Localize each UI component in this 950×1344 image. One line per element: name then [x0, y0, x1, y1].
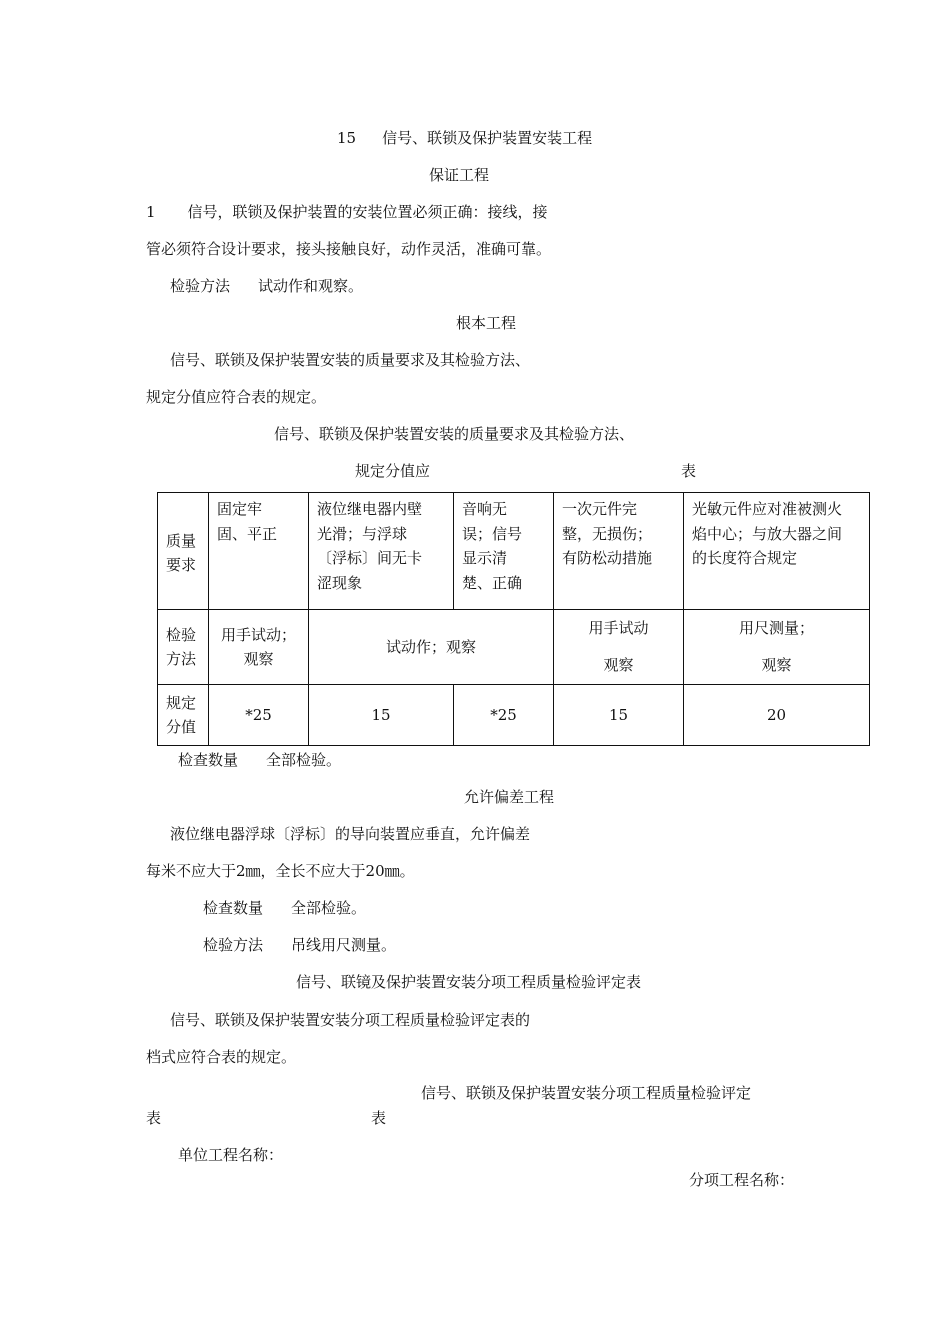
table-row-scores	[158, 685, 870, 746]
check-quantity-1	[178, 750, 341, 770]
tolerance-para-line2: 每米不应大于2㎜，全长不应大于20㎜。	[146, 862, 415, 880]
score-cell: *25	[454, 685, 554, 746]
guarantee-item-line1	[146, 202, 548, 222]
sub-project-label: 分项工程名称：	[689, 1171, 795, 1189]
score-cell: 20	[684, 685, 870, 746]
guarantee-item-text: 信号，联锁及保护装置的安装位置必须正确：接线，接	[187, 203, 548, 221]
guarantee-method	[170, 276, 363, 296]
tolerance-check-value: 全部检验。	[291, 899, 367, 917]
section-number: 15	[337, 129, 357, 147]
method-cell: 用手试动 观察	[554, 610, 684, 685]
guarantee-method-label: 检验方法	[170, 277, 231, 295]
requirement-cell: 光敏元件应对准被测火 焰中心；与放大器之间 的长度符合规定	[684, 493, 870, 610]
basic-para-line2: 规定分值应符合表的规定。	[146, 388, 327, 406]
basic-para-line1: 信号、联锁及保护装置安装的质量要求及其检验方法、	[170, 351, 531, 369]
check-quantity-label: 检查数量	[178, 751, 239, 769]
evaluation-heading: 信号、联镜及保护装置安装分项工程质量检验评定表	[296, 973, 642, 991]
row-header-scores: 规定 分值	[158, 685, 209, 746]
requirement-cell: 固定牢 固、平正	[209, 493, 309, 610]
score-cell: *25	[209, 685, 309, 746]
method-cell: 试动作；观察	[309, 610, 554, 685]
score-cell: 15	[309, 685, 454, 746]
row-header-requirements: 质量 要求	[158, 493, 209, 610]
evaluation-para-line2: 档式应符合表的规定。	[146, 1048, 297, 1066]
evaluation-table-word-mid: 表	[371, 1109, 387, 1127]
section-title	[337, 128, 592, 148]
guarantee-item-line2: 管必须符合设计要求，接头接触良好，动作灵活，准确可靠。	[146, 240, 552, 258]
tolerance-check	[203, 898, 366, 918]
tolerance-method-value: 吊线用尺测量。	[291, 936, 397, 954]
table-row-methods	[158, 610, 870, 685]
table-title-line2: 规定分值应	[355, 462, 431, 480]
section-title-text: 信号、联锁及保护装置安装工程	[382, 129, 593, 147]
guarantee-method-value: 试动作和观察。	[258, 277, 364, 295]
tolerance-method	[203, 935, 396, 955]
guarantee-item-number: 1	[146, 203, 156, 221]
table-row-requirements	[158, 493, 870, 610]
unit-project-label: 单位工程名称：	[178, 1146, 284, 1164]
tolerance-heading: 允许偏差工程	[464, 788, 555, 806]
check-quantity-value: 全部检验。	[266, 751, 342, 769]
method-cell: 用手试动； 观察	[209, 610, 309, 685]
tolerance-para-line1: 液位继电器浮球〔浮标〕的导向装置应垂直，允许偏差	[170, 825, 531, 843]
score-cell: 15	[554, 685, 684, 746]
method-cell: 用尺测量； 观察	[684, 610, 870, 685]
tolerance-method-label: 检验方法	[203, 936, 264, 954]
row-header-methods: 检验 方法	[158, 610, 209, 685]
evaluation-table-title: 信号、联锁及保护装置安装分项工程质量检验评定	[421, 1084, 752, 1102]
requirement-cell: 音响无 误；信号 显示清 楚、正确	[454, 493, 554, 610]
evaluation-table-word-left: 表	[146, 1109, 162, 1127]
requirement-cell: 一次元件完 整，无损伤； 有防松动措施	[554, 493, 684, 610]
tolerance-check-label: 检查数量	[203, 899, 264, 917]
guarantee-heading: 保证工程	[429, 166, 490, 184]
table-title-suffix: 表	[681, 462, 697, 480]
basic-heading: 根本工程	[456, 314, 517, 332]
requirement-cell: 液位继电器内壁 光滑；与浮球 〔浮标〕间无卡 涩现象	[309, 493, 454, 610]
evaluation-para-line1: 信号、联锁及保护装置安装分项工程质量检验评定表的	[170, 1011, 531, 1029]
quality-table	[157, 492, 870, 746]
table-title-line1: 信号、联锁及保护装置安装的质量要求及其检验方法、	[274, 425, 635, 443]
